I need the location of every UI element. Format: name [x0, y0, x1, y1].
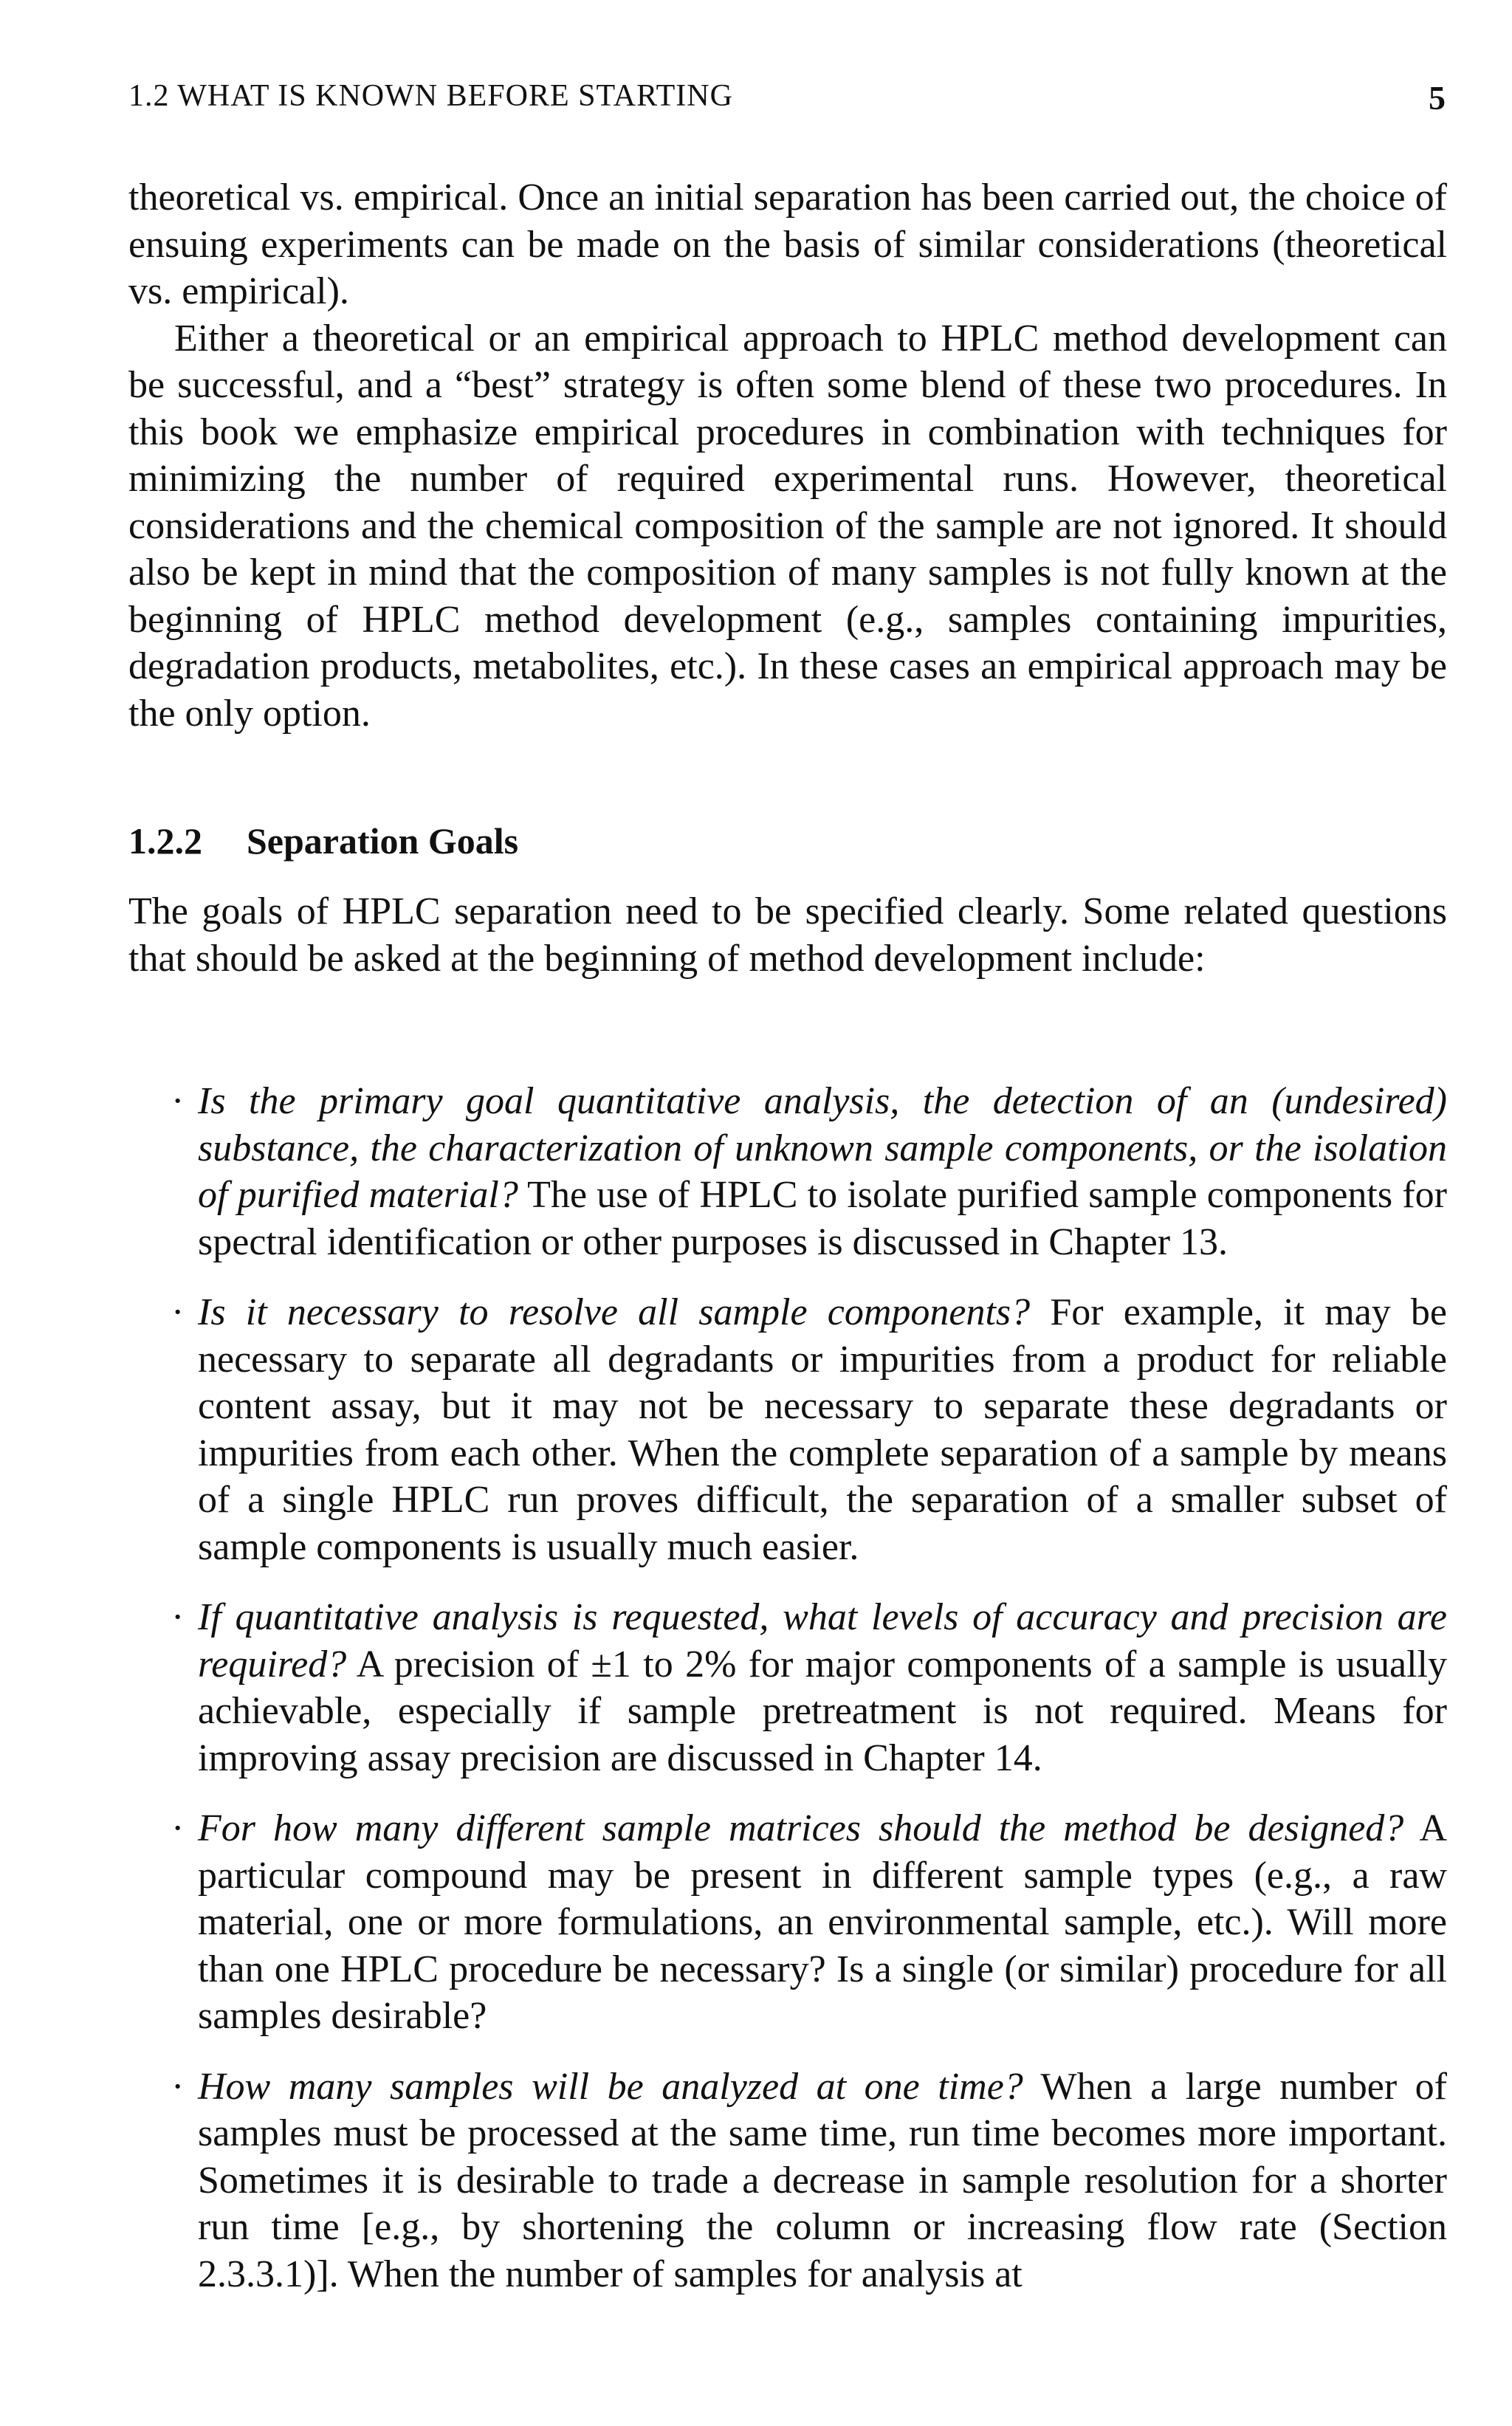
list-item: [128, 1805, 1447, 2040]
paragraph-continuation: theoretical vs. empirical. Once an initial separation has been carried out, the choice of ensuing experiments can be made on the basis of similar considerations (theoretical vs. empirical).: [128, 176, 1447, 312]
section-heading: [128, 819, 518, 862]
section-title: Separation Goals: [247, 820, 519, 862]
list-item: [128, 1078, 1447, 1265]
bullet-icon: ·: [171, 2065, 185, 2108]
answer-text: A precision of ±1 to 2% for major components of a sample is usually achievable, especially if sample pretreatment is not required. Means for improving assay precision are discussed in Chapter 14.: [198, 1643, 1447, 1779]
intro-text-block: [128, 174, 1447, 737]
question-text: How many samples will be analyzed at one time?: [198, 2065, 1023, 2108]
answer-text: A particular compound may be present in different sample types (e.g., a raw material, one or more formulations, an environmental sample, etc.). Will more than one HPLC procedure be necessary? Is a single (or similar) procedure for all samples desirable?: [198, 1807, 1448, 2037]
bullet-icon: ·: [171, 1291, 185, 1333]
question-text: For how many different sample matrices should the method be designed?: [198, 1807, 1404, 1849]
section-number: 1.2.2: [128, 820, 202, 862]
list-item: [128, 1594, 1447, 1781]
question-text: If quantitative analysis is requested, what levels of accuracy and precision are required?: [198, 1596, 1447, 1686]
running-head: 1.2 WHAT IS KNOWN BEFORE STARTING: [128, 79, 733, 113]
paragraph-approach: Either a theoretical or an empirical approach to HPLC method development can be successful, and a “best” strategy is often some blend of these two procedures. In this book we emphasize empirical procedures in combination with techniques for minimizing the number of required experimental runs. However, theoretical considerations and the chemical composition of the sample are not ignored. It should also be kept in mind that the composition of many samples is not fully known at the beginning of HPLC method development (e.g., samples containing impurities, degradation products, metabolites, etc.). In these cases an empirical approach may be the only option.: [128, 317, 1447, 735]
bullet-icon: ·: [171, 1596, 185, 1638]
list-item: [128, 1289, 1447, 1570]
answer-text: For example, it may be necessary to separate all degradants or impurities from a product for reliable content assay, but it may not be necessary to separate these degradants or impurities from each other. When the complete separation of a sample by means of a single HPLC run proves difficult, the separation of a smaller subset of sample components is usually much easier.: [198, 1291, 1447, 1568]
bullet-icon: ·: [171, 1080, 185, 1122]
list-item: [128, 2064, 1447, 2298]
section-lead-paragraph: The goals of HPLC separation need to be specified clearly. Some related questions that should be asked at the beginning of method development include:: [128, 890, 1447, 980]
bullet-icon: ·: [171, 1807, 185, 1849]
question-text: Is the primary goal quantitative analysis, the detection of an (undesired) substance, the characterization of unknown sample components, or the isolation of purified material?: [198, 1080, 1447, 1216]
section-lead-block: [128, 888, 1447, 982]
goal-questions-list: [128, 1078, 1447, 2321]
page-number: 5: [1429, 79, 1446, 117]
question-text: Is it necessary to resolve all sample components?: [198, 1291, 1031, 1333]
answer-text: When a large number of samples must be processed at the same time, run time becomes more important. Sometimes it is desirable to trade a decrease in sample resolution for a shorter run time [e.g., by shortening the column or increasing flow rate (Section 2.3.3.1)]. When the number of samples for analysis at: [198, 2065, 1447, 2295]
answer-text: The use of HPLC to isolate purified sample components for spectral identification or other purposes is discussed in Chapter 13.: [198, 1174, 1447, 1263]
